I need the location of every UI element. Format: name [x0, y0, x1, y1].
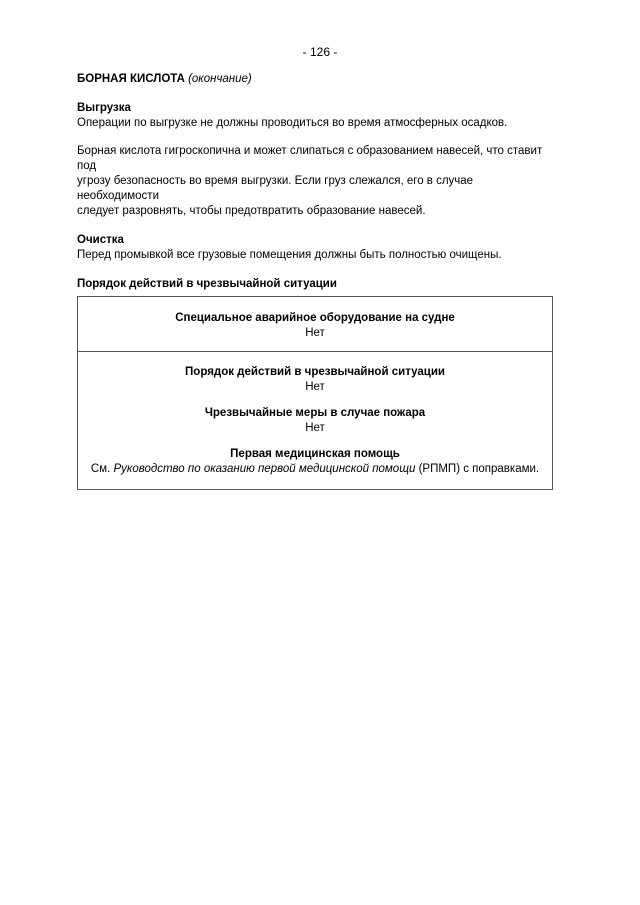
unloading-paragraph-line-3: следует разровнять, чтобы предотвратить образование навесей. — [77, 205, 426, 217]
first-aid-prefix: См. — [90, 463, 114, 475]
fire-block — [78, 406, 552, 436]
fire-value: Нет — [305, 422, 325, 434]
unloading-paragraph-line-2: угрозу безопасность во время выгрузки. Если груз слежался, его в случае необходимости — [77, 175, 474, 202]
cleaning-text: Перед промывкой все грузовые помещения должны быть полностью очищены. — [77, 249, 502, 261]
unloading-text: Операции по выгрузке не должны проводиться во время атмосферных осадков. — [77, 117, 508, 129]
unloading-paragraph-line-1: Борная кислота гигроскопична и может слипаться с образованием навесей, что ставит под — [77, 145, 543, 172]
unloading-paragraph — [77, 144, 553, 219]
equipment-heading: Специальное аварийное оборудование на судне — [175, 312, 455, 324]
first-aid-guide-title: Руководство по оказанию первой медицинской помощи — [113, 463, 416, 475]
procedures-row — [78, 352, 552, 489]
page-number: - 126 - — [302, 45, 338, 59]
procedures-heading: Порядок действий в чрезвычайной ситуации — [185, 366, 445, 378]
page-content — [77, 72, 553, 490]
cleaning-heading: Очистка — [77, 234, 124, 246]
first-aid-block — [78, 447, 552, 477]
first-aid-suffix: (РПМП) с поправками. — [415, 463, 540, 475]
fire-heading: Чрезвычайные меры в случае пожара — [204, 407, 426, 419]
equipment-value: Нет — [305, 327, 325, 339]
title-main: БОРНАЯ КИСЛОТА — [77, 73, 185, 85]
first-aid-heading: Первая медицинская помощь — [230, 448, 400, 460]
first-aid-text — [78, 462, 552, 477]
procedures-block — [78, 365, 552, 395]
emergency-table — [77, 296, 553, 490]
unloading-heading: Выгрузка — [77, 102, 131, 114]
title-continuation: (окончание) — [188, 73, 252, 85]
emergency-heading: Порядок действий в чрезвычайной ситуации — [77, 278, 337, 290]
equipment-row — [78, 297, 552, 352]
procedures-value: Нет — [305, 381, 325, 393]
document-title — [77, 72, 553, 87]
